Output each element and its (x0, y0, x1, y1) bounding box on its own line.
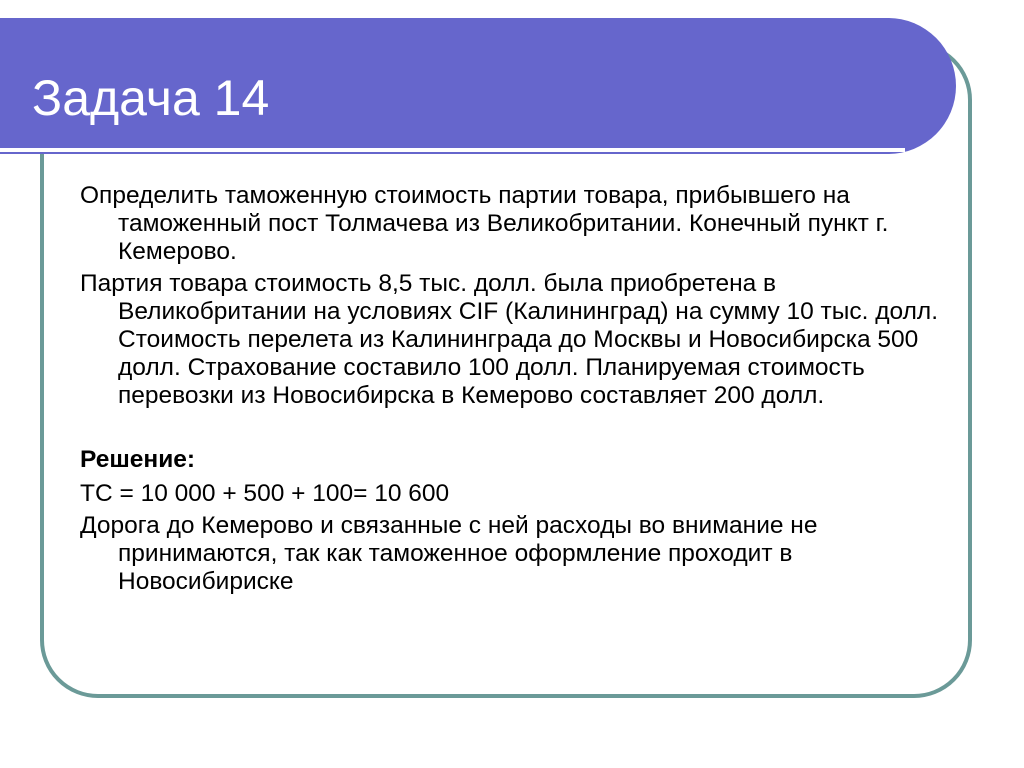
task-paragraph-1: Определить таможенную стоимость партии товара, прибывшего на таможенный пост Толмачева из Великобритании. Конечный пункт г. Кемерово. (80, 182, 889, 265)
task-paragraph-2: Партия товара стоимость 8,5 тыс. долл. была приобретена в Великобритании на условиях CIF (Калининград) на сумму 10 тыс. долл. Стоимость перелета из Калининграда до Москвы и Новосибирска 500 долл. Страхование составило 100 долл. Планируемая стоимость перевозки из Новосибирска в Кемерово составляет 200 долл. (80, 270, 939, 409)
solution-formula: ТС = 10 000 + 500 + 100= 10 600 (80, 480, 450, 507)
solution-conclusion: Дорога до Кемерово и связанные с ней расходы во внимание не принимаются, так как таможенное оформление проходит в Новосибириске (80, 512, 818, 595)
title-underline (0, 148, 905, 152)
slide-title: Задача 14 (32, 70, 270, 126)
solution-heading: Решение: (80, 446, 196, 473)
slide-body (80, 182, 950, 600)
title-bar (0, 18, 956, 154)
